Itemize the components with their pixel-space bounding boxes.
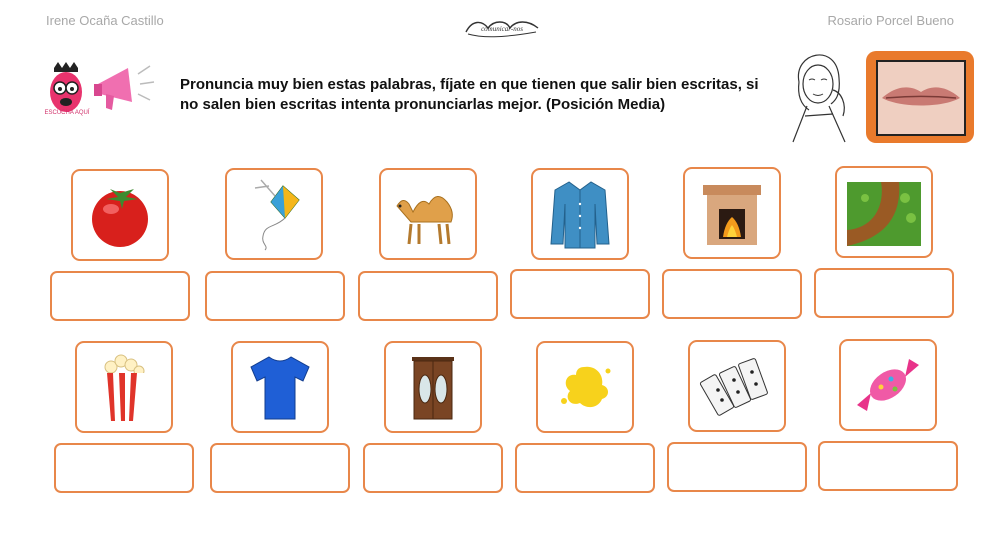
megaphone-icon [92, 60, 158, 116]
picture-card-shirt [531, 168, 629, 260]
picture-card-camel [379, 168, 477, 260]
girl-touching-cheek-icon [785, 42, 860, 146]
answer-field-fireplace[interactable] [662, 269, 802, 319]
mouth-video[interactable] [866, 51, 974, 143]
tomato-icon [81, 177, 159, 253]
camel-icon [389, 176, 467, 252]
answer-field-dominoes[interactable] [667, 442, 807, 492]
picture-card-paint-splash [536, 341, 634, 433]
answer-field-wardrobe[interactable] [363, 443, 503, 493]
answer-field-shirt[interactable] [510, 269, 650, 319]
svg-text:comunicar-nos: comunicar-nos [481, 25, 523, 33]
t-shirt-icon [241, 349, 319, 425]
picture-card-tomato [71, 169, 169, 261]
wardrobe-icon [394, 349, 472, 425]
picture-card-t-shirt [231, 341, 329, 433]
candy-icon [849, 347, 927, 423]
answer-field-paint-splash[interactable] [515, 443, 655, 493]
answer-field-t-shirt[interactable] [210, 443, 350, 493]
answer-field-tomato[interactable] [50, 271, 190, 321]
yellow-paint-splash-icon [546, 349, 624, 425]
picture-card-wardrobe [384, 341, 482, 433]
answer-field-popcorn[interactable] [54, 443, 194, 493]
instruction-text: Pronuncia muy bien estas palabras, fíjate en que tienen que salir bien escritas, si no salen bien escritas intenta pronunciarlas mejor. (Posición Media) [180, 76, 759, 113]
answer-field-camel[interactable] [358, 271, 498, 321]
mouth-picture [876, 60, 966, 136]
picture-card-path [835, 166, 933, 258]
answer-field-candy[interactable] [818, 441, 958, 491]
listen-here-label[interactable]: ESCUCHA AQUÍ [44, 110, 90, 116]
answer-field-kite[interactable] [205, 271, 345, 321]
author-right: Rosario Porcel Bueno [827, 13, 954, 28]
picture-card-popcorn [75, 341, 173, 433]
picture-card-candy [839, 339, 937, 431]
path-icon [845, 174, 923, 250]
fireplace-icon [693, 175, 771, 251]
picture-card-dominoes [688, 340, 786, 432]
author-left: Irene Ocaña Castillo [46, 13, 164, 28]
popcorn-icon [85, 349, 163, 425]
answer-field-path[interactable] [814, 268, 954, 318]
picture-card-kite [225, 168, 323, 260]
comunicar-nos-logo [462, 14, 542, 40]
shirt-icon [541, 176, 619, 252]
picture-card-fireplace [683, 167, 781, 259]
lips-icon [878, 62, 964, 134]
kite-icon [235, 176, 313, 252]
dominoes-icon [698, 348, 776, 424]
